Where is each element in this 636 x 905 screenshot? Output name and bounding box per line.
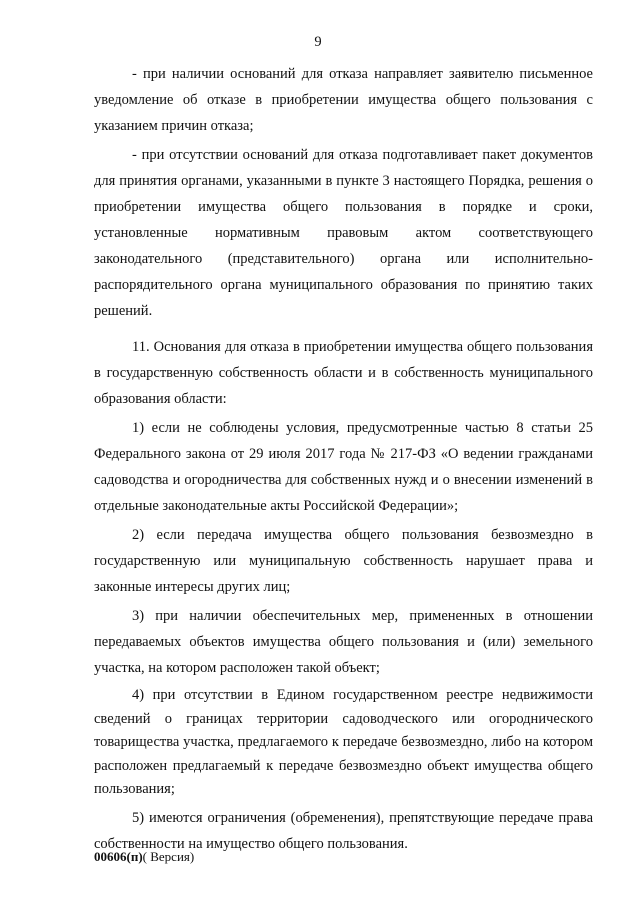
list-item-5: 5) имеются ограничения (обременения), препятствующие передаче права собственности на имущество общего пользования. <box>94 809 593 852</box>
document-code: 00606(п) <box>94 849 143 864</box>
document-footer <box>94 849 194 865</box>
paragraph-document-package: - при отсутствии оснований для отказа подготавливает пакет документов для принятия органами, указанными в пункте 3 настоящего Порядка, решения о приобретении имущества общего пользования в порядке и сроки, установленные нормативным правовым актом соответствующего законодательного (представительного) органа или исполнительно-распорядительного органа муниципального образования по принятию таких решений. <box>94 147 593 319</box>
document-version: ( Версия) <box>142 849 195 864</box>
list-item-2: 2) если передача имущества общего пользования безвозмездно в государственную или муниципальную собственность нарушает права и законные интересы других лиц; <box>94 527 593 595</box>
paragraph-section-11: 11. Основания для отказа в приобретении имущества общего пользования в государственную собственность области и в собственность муниципального образования области: <box>94 339 593 407</box>
document-body <box>94 61 593 857</box>
page-number: 9 <box>314 34 322 50</box>
paragraph-refusal-notice: - при наличии оснований для отказа направляет заявителю письменное уведомление об отказе в приобретении имущества общего пользования с указанием причин отказа; <box>94 66 593 134</box>
list-item-1: 1) если не соблюдены условия, предусмотренные частью 8 статьи 25 Федерального закона от 29 июля 2017 года № 217-ФЗ «О ведении гражданами садоводства и огородничества для собственных нужд и о внесении изменений в отдельные законодательные акты Российской Федерации»; <box>94 420 593 514</box>
list-item-4: 4) при отсутствии в Едином государственном реестре недвижимости сведений о границах территории садоводческого или огороднического товарищества участка, предлагаемого к передаче безвозмездно, либо на котором расположен предлагаемый к передаче безвозмездно объект имущества общего пользования; <box>94 687 593 797</box>
list-item-3: 3) при наличии обеспечительных мер, примененных в отношении передаваемых объектов имущества общего пользования и (или) земельного участка, на котором расположен такой объект; <box>94 608 593 676</box>
